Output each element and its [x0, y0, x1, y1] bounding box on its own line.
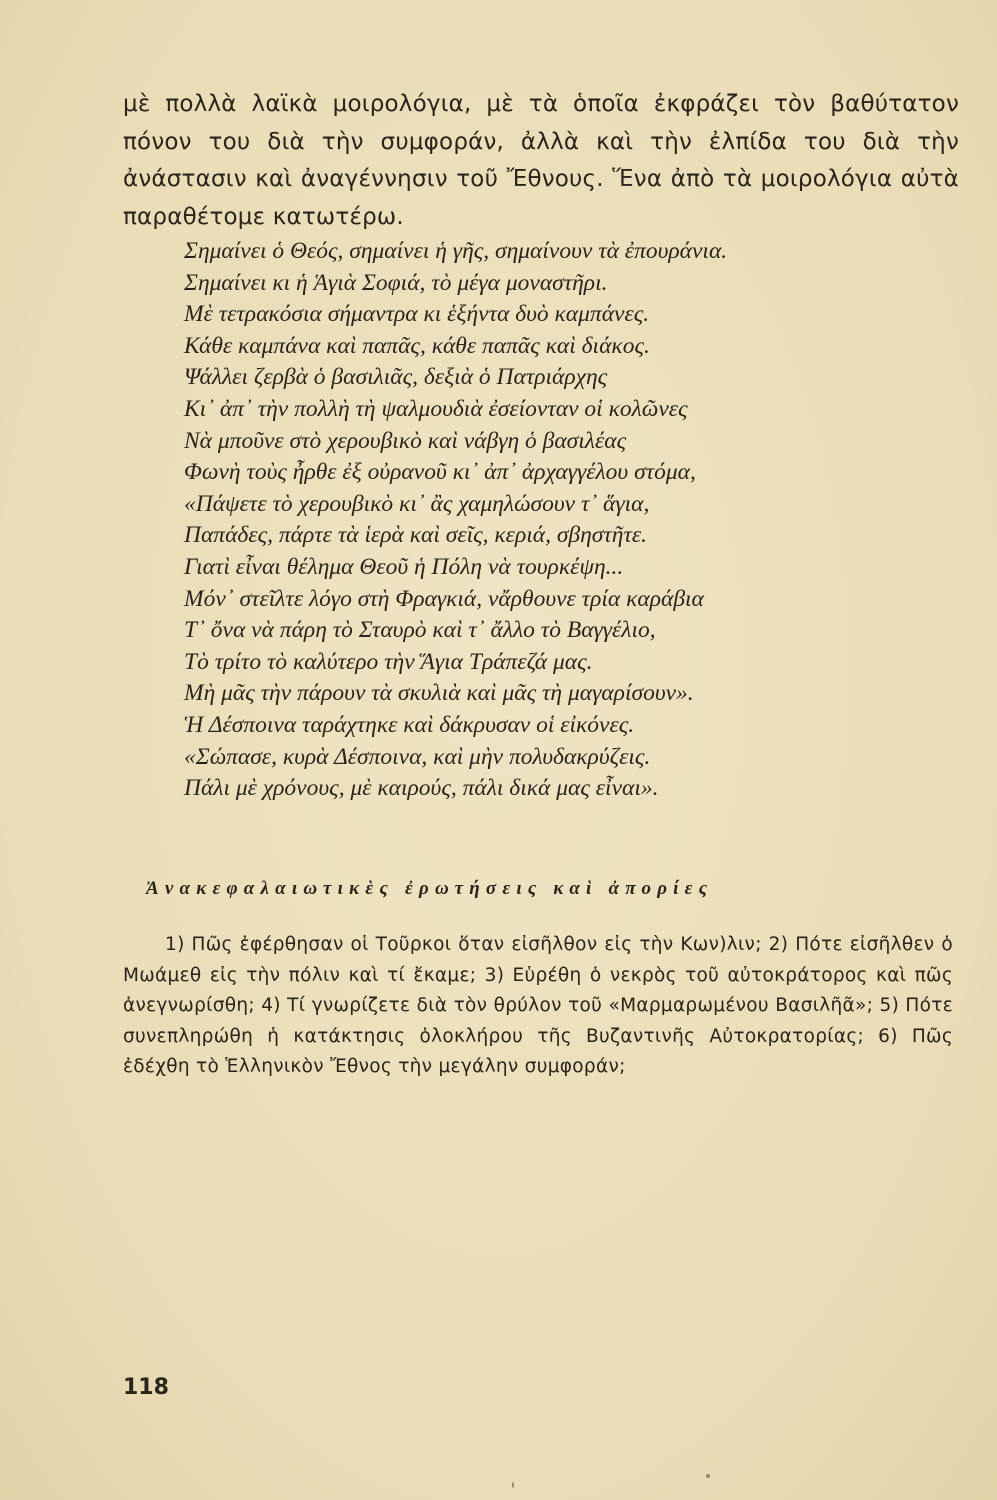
poem-line: «Πάψετε τὸ χερουβικὸ κι᾽ ἂς χαμηλώσουν τ᾽ ἅγια, [184, 490, 650, 517]
page-number: 118 [123, 1375, 169, 1400]
review-questions: 1) Πῶς ἐφέρθησαν οἱ Τοῦρκοι ὅταν εἰσῆλθον εἰς τὴν Κων)λιν; 2) Πότε εἰσῆλθεν ὁ Μωάμεθ εἰς τὴν πόλιν καὶ τί ἔκαμε; 3) Εὑρέθη ὁ νεκρὸς τοῦ αὐτοκράτορος καὶ πῶς ἀνεγνωρίσθη; 4) Τί γνωρίζετε διὰ τὸν θρύλον τοῦ «Μαρμαρωμένου Βασιλῆᾶ»; 5) Πότε συνεπληρώθη ἡ κατάκτησις ὁλοκλήρου τῆς Βυζαντινῆς Αὐτοκρατορίας; 6) Πῶς ἐδέχθη τὸ Ἑλληνικὸν Ἔθνος τὴν μεγάλην συμφοράν; [123, 934, 953, 1078]
poem-line: Νὰ μποῦνε στὸ χερουβικὸ καὶ νάβγη ὁ βασιλέας [184, 427, 627, 454]
poem-line: Κάθε καμπάνα καὶ παπᾶς, κάθε παπᾶς καὶ διάκος. [184, 332, 650, 359]
poem-line: Μόν᾽ στεῖλτε λόγο στὴ Φραγκιά, νἄρθουνε τρία καράβια [184, 585, 704, 612]
poem-line: Σημαίνει ὁ Θεός, σημαίνει ἡ γῆς, σημαίνουν τὰ ἐπουράνια. [184, 238, 728, 264]
paper-speck [706, 1474, 710, 1478]
poem-line: Φωνὴ τοὺς ἦρθε ἐξ οὐρανοῦ κι᾽ ἀπ᾽ ἀρχαγγέλου στόμα, [184, 459, 696, 486]
poem-line: «Σώπασε, κυρὰ Δέσποινα, καὶ μὴν πολυδακρύζεις. [184, 743, 651, 770]
poem-line: Σημαίνει κι ἡ Ἁγιὰ Σοφιά, τὸ μέγα μοναστῆρι. [184, 269, 608, 296]
poem-line: Πάλι μὲ χρόνους, μὲ καιρούς, πάλι δικά μας εἶναι». [184, 775, 659, 802]
paper-speck [512, 1482, 514, 1488]
poem-line: Παπάδες, πάρτε τὰ ἱερὰ καὶ σεῖς, κεριά, σβηστῆτε. [184, 522, 647, 549]
review-heading: Ἀνακεφαλαιωτικὲς ἐρωτήσεις καὶ ἀπορίες [146, 878, 714, 899]
poem-line: Μὴ μᾶς τὴν πάρουν τὰ σκυλιὰ καὶ μᾶς τὴ μαγαρίσουν». [184, 680, 694, 707]
poem-line: Τὸ τρίτο τὸ καλύτερο τὴν Ἅγια Τράπεζά μας. [184, 648, 593, 675]
poem-line: Μὲ τετρακόσια σήμαντρα κι ἑξήντα δυὸ καμπάνες. [184, 301, 650, 328]
poem-line: Κι᾽ ἀπ᾽ τὴν πολλὴ τὴ ψαλμουδιὰ ἐσείονταν οἱ κολῶνες [184, 395, 688, 422]
lament-poem [184, 236, 924, 805]
poem-line: Γιατὶ εἶναι θέλημα Θεοῦ ἡ Πόλη νὰ τουρκέψη... [184, 553, 624, 580]
poem-line: Ἡ Δέσποινα ταράχτηκε καὶ δάκρυσαν οἱ εἰκόνες. [184, 711, 635, 738]
intro-paragraph: μὲ πολλὰ λαϊκὰ μοιρολόγια, μὲ τὰ ὁποῖα ἐκφράζει τὸν βαθύτατον πόνον του διὰ τὴν συμφοράν, ἀλλὰ καὶ τὴν ἐλπίδα του διὰ τὴν ἀνάστασιν καὶ ἀναγέννησιν τοῦ Ἔθνους. Ἕνα ἀπὸ τὰ μοιρολόγια αὐτὰ παραθέτομε κατωτέρω. [123, 91, 959, 230]
poem-line: Τ᾽ ὄνα νὰ πάρη τὸ Σταυρὸ καὶ τ᾽ ἄλλο τὸ Βαγγέλιο, [184, 617, 656, 644]
poem-line: Ψάλλει ζερβὰ ὁ βασιλιᾶς, δεξιὰ ὁ Πατριάρχης [184, 364, 608, 391]
